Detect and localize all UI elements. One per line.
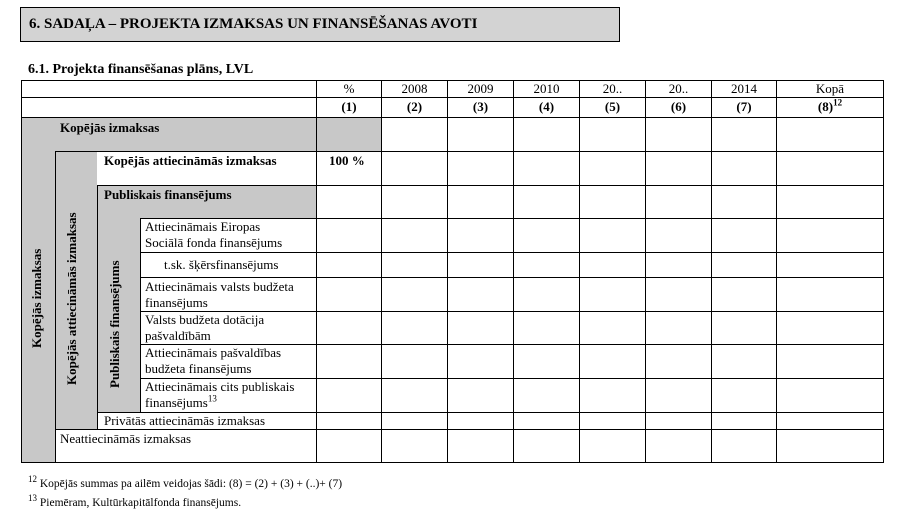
col-number-3: (3) — [472, 99, 489, 114]
row-esf-funding: Attiecināmais Eiropas Sociālā fonda finansējums — [145, 219, 283, 250]
col-header-year-6: 20.. — [668, 81, 689, 96]
footnote-12: $^{12}$ Kopējās summas pa ailēm veidojas šādi: (8) = (2) + (3) + (..)+ (7) — [28, 474, 343, 490]
col-header-2010: 2010 — [533, 81, 560, 96]
col-number-7: (7) — [736, 99, 752, 114]
footnote-13: $^{13}$ Piemēram, Kultūrkapitālfonda finansējums. — [28, 493, 242, 509]
col-number-5: (5) — [604, 99, 621, 114]
row-public-funding: Publiskais finansējums — [104, 187, 232, 202]
subsection-title: 6.1. Projekta finansēšanas plāns, LVL — [28, 62, 254, 77]
col-number-8: $(8)^{12}$ — [817, 97, 843, 114]
row-total-costs: Kopējās izmaksas — [60, 120, 160, 135]
col-number-4: (4) — [538, 99, 555, 114]
col-header-2009: 2009 — [467, 81, 494, 96]
col-header-year-5: 20.. — [602, 81, 623, 96]
col-header-2014: 2014 — [731, 81, 757, 96]
col-header-2008: 2008 — [401, 81, 428, 96]
footnote-ref-12: 12 — [833, 97, 843, 108]
col-header-total: Kopā — [815, 81, 845, 96]
row-eligible-costs: Kopējās attiecināmās izmaksas — [104, 153, 277, 168]
section-title: 6. SADAĻA – PROJEKTA IZMAKSAS UN FINANSĒŠANAS AVOTI — [29, 16, 478, 32]
col-number-6: (6) — [670, 99, 687, 114]
col-number-1: (1) — [341, 99, 357, 114]
vertical-label-eligible-costs: Kopējās attiecināmās izmaksas — [64, 212, 79, 385]
row-state-grant-municipalities: Valsts budžeta dotācija pašvaldībām — [145, 312, 265, 343]
col-header-percent: % — [343, 81, 355, 96]
footnote-ref-13: 13 — [207, 393, 217, 404]
vertical-label-total-costs: Kopējās izmaksas — [29, 248, 44, 348]
col-number-2: (2) — [406, 99, 423, 114]
vertical-label-public-funding: Publiskais finansējums — [107, 260, 122, 388]
eligible-costs-percent: 100 % — [329, 153, 365, 168]
row-state-budget-funding: Attiecināmais valsts budžeta finansējums — [145, 279, 294, 310]
row-municipal-budget-funding: Attiecināmais pašvaldības budžeta finansējums — [145, 345, 282, 376]
row-cross-financing: t.sk. šķērsfinansējums — [164, 257, 279, 272]
row-other-public-funding: Attiecināmais cits publiskais finansējums$^{13}$ — [145, 379, 295, 410]
row-ineligible-costs: Neattiecināmās izmaksas — [60, 431, 192, 446]
row-private-eligible-costs: Privātās attiecināmās izmaksas — [104, 413, 266, 428]
